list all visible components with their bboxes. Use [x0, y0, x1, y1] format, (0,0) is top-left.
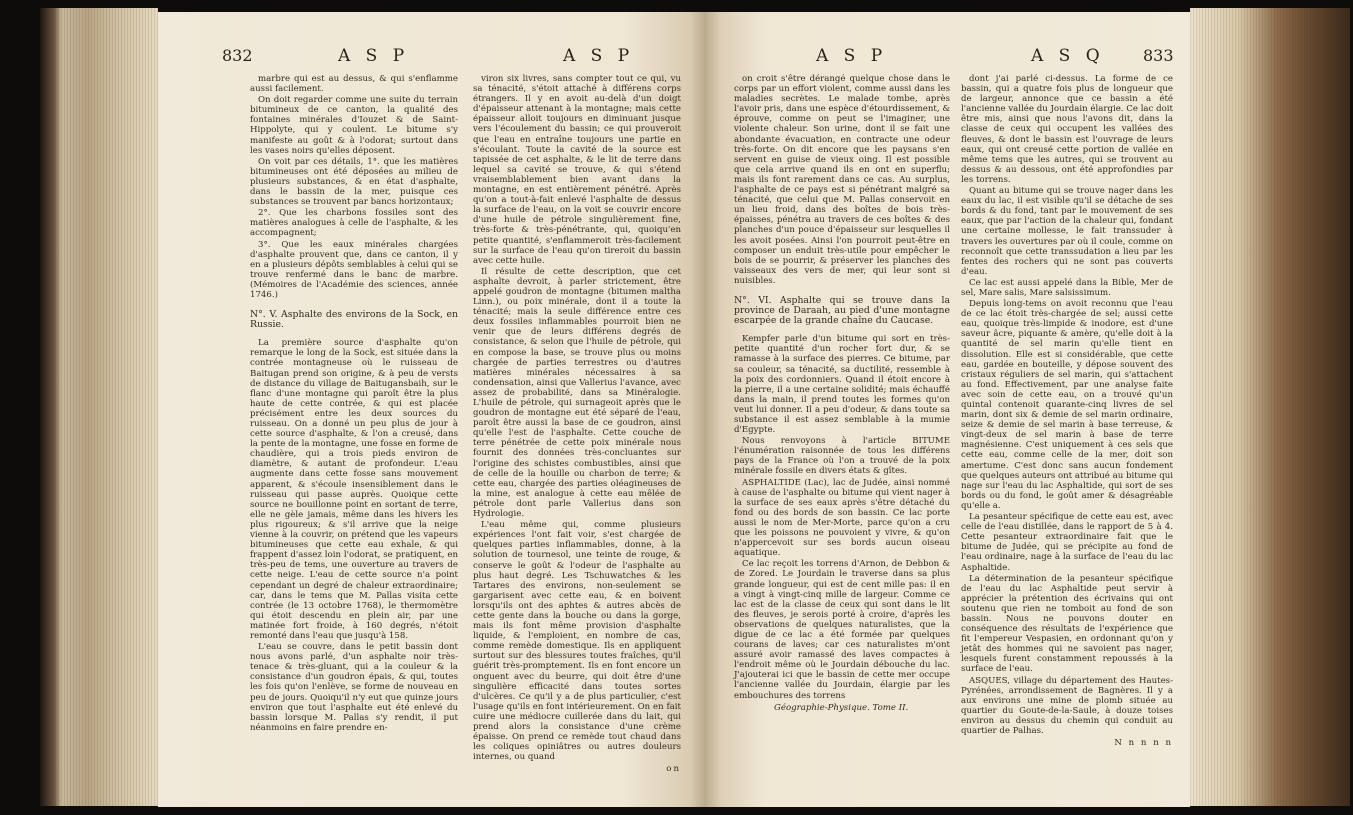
text-column-1 — [734, 74, 950, 714]
paragraph: ASPHALTIDE (Lac), lac de Judée, ainsi nommé à cause de l'asphalte ou bitume qui vient nager à la surface de ses eaux après s'être détaché du fond ou des bords de son bassin. Ce lac porte aussi le nom de Mer-Morte, parce qu'on a cru que les poissons ne pouvoient y vivre, & qu'on n'appercevoit sur ses bords aucun oiseau aquatique. — [734, 477, 950, 559]
page-footer: Géographie-Physique. Tome II. — [774, 702, 909, 713]
running-header: A S P — [338, 46, 410, 66]
paragraph: Il résulte de cette description, que cet asphalte devroit, à parler strictement, être appelé goudron de montagne (bitumen maltha Linn.), ou poix minérale, dont il a toute la ténacité; mais la seule différence entre ces deux fossiles inflammables pourroit bien ne venir que de leurs différens degrés de consistance, & selon que l'huile de pétrole, qui en compose la base, se trouve plus ou moins chargée de parties terrestres ou d'autres matières minérales nécessaires à sa condensation, ainsi que Vallerius l'avance, avec assez de probabilité, dans sa Minéralogie. L'huile de pétrole, qui surnageoit après que le goudron de montagne eut été séparé de l'eau, paroît être aussi la base de ce goudron, ainsi qu'elle l'est de l'asphalte. Cette couche de terre pénétrée de cette poix minérale nous fournit des données très-concluantes sur l'origine des schistes combustibles, ainsi que de celle de la houille ou charbon de terre; & cette eau, chargée des parties oléagineuses de la mine, est analogue à cette eau mêlée de pétrole dont parle Vallerius dans son Hydrologie. — [473, 266, 681, 520]
paragraph: La détermination de la pesanteur spécifique de l'eau du lac Asphaltide peut servir à apprécier la prétention des écrivains qui ont soutenu que rien ne tomboit au fond de son bassin. Nous ne pouvons douter en conséquence des résultats de l'expérience que fit l'empereur Vespasien, en ordonnant qu'on y jetât des hommes qui ne savoient pas nager, lesquels furent constamment repoussés à la surface de l'eau. — [961, 573, 1173, 675]
section-heading: N°. VI. Asphalte qui se trouve dans la province de Daraah, au pied d'une montagne escarpée de la grande chaîne du Caucase. — [734, 294, 950, 327]
paragraph: L'eau même qui, comme plusieurs expériences l'ont fait voir, s'est chargée de quelques parties inflammables, donne, à la solution de tournesol, une teinte de rouge, & conserve le goût & l'odeur de l'asphalte au plus haut degré. Les Tschuwatches & les Tartares des environs, non-seulement se gargarisent avec cette eau, & en boivent lorsqu'ils ont des aphtes & autres abcès de cette gente dans la bouche ou dans la gorge, mais ils font même provision d'asphalte liquide, & l'emploient, en nombre de cas, comme remède domestique. Ils en appliquent surtout sur des blessures toutes fraîches, qu'il guérit très-promptement. Ils en font encore un onguent avec du beurre, qui doit être d'une singulière efficacité dans toutes sortes d'ulcères. Ce qu'il y a de plus particulier, c'est l'usage qu'ils en font intérieurement. On en fait cuire une médiocre cuillerée dans du lait, qui prend alors la consistance d'une crème épaisse. On prend ce remède tout chaud dans les coliques opiniâtres ou autres douleurs internes, ou quand — [473, 520, 681, 763]
paragraph: On doit regarder comme une suite du terrain bitumineux de ce canton, la qualité des fontaines minérales d'Iouzet & de Saint-Hippolyte, qui y coulent. Le bitume s'y manifeste au goût & à l'odorat; surtout dans les vases noirs qu'elles déposent. — [250, 95, 458, 156]
running-header: A S P — [816, 46, 888, 66]
paragraph: dont j'ai parlé ci-dessus. La forme de ce bassin, qui a quatre fois plus de longueur que de largeur, annonce que ce bassin a été l'ancienne vallée du Jourdain élargie. Ce lac doit être mis, ainsi que nous l'avons dit, dans la classe de ceux qui occupent les vallées des fleuves, & dont le bassin est l'ouvrage de leurs eaux, qui ont creusé cette portion de vallée en même tems que les autres, qui se trouvent au dessus & au dessous, ont été approfondies par les torrens. — [961, 74, 1173, 185]
catchword: on — [666, 764, 681, 775]
paragraph: marbre qui est au dessus, & qui s'enflamme aussi facilement. — [250, 74, 458, 95]
paragraph: Depuis long-tems on avoit reconnu que l'eau de ce lac étoit très-chargée de sel; aussi cette eau, quoique très-limpide & inodore, est d'une saveur âcre, piquante & amère, qu'elle doit à la quantité de sel marin qu'elle tient en dissolution. Elle est si considérable, que cette eau, gardée en bouteille, y dépose souvent des cristaux réguliers de sel marin, qui s'attachent au fond. Effectivement, par une analyse faite avec soin de cette eau, on a trouvé qu'un quintal contenoit quarante-cinq livres de sel marin, dont six & demie de sel marin ordinaire, seize & demie de sel marin à base terreuse, & vingt-deux de sel marin à base de terre magnésienne. C'est uniquement à ces sels que cette eau, comme celle de la mer, doit son amertume. C'est donc sans aucun fondement que quelques auteurs ont attribué au bitume qui nage sur l'eau du lac Asphaltide, qui sort de ses bords ou du fond, le goût amer & désagréable qu'elle a. — [961, 299, 1173, 511]
text-column-2 — [961, 74, 1173, 749]
paragraph: 2°. Que les charbons fossiles sont des matières analogues à celle de l'asphalte, & les accompagnent; — [250, 208, 458, 239]
book-page-edges-left — [40, 8, 158, 806]
paragraph: Ce lac est aussi appelé dans la Bible, Mer de sel, Mare salis, Mare salsissimum. — [961, 277, 1173, 298]
paragraph: Ce lac reçoit les torrens d'Arnon, de Debbon & de Zored. Le Jourdain le traverse dans sa plus grande longueur, qui est de cent mille pas: il en a vingt à vingt-cinq mille de largeur. Comme ce lac est de la classe de ceux qui sont dans le lit des fleuves, je serois porté à croire, d'après les observations de quelques naturalistes, que la digue de ce lac a été formée par quelques courans de laves; car ces naturalistes m'ont assuré avoir ramassé des laves compactes à l'endroit même où le Jourdain débouche du lac. J'ajouterai ici que le bassin de cette mer occupe l'ancienne vallée du Jourdain, élargie par les embouchures des torrens — [734, 559, 950, 701]
page-number: 833 — [1143, 46, 1174, 65]
paragraph: L'eau se couvre, dans le petit bassin dont nous avons parlé, d'un asphalte noir très-tenace & très-gluant, qui a la couleur & la consistance d'un goudron épais, & qui, toutes les fois qu'on l'enlève, se forme de nouveau en peu de jours. Quoiqu'il n'y eut que quinze jours environ que tout l'asphalte eut été enlevé du bassin lorsque M. Pallas s'y rendit, il put néanmoins en faire prendre en- — [250, 642, 458, 733]
text-column-2 — [473, 74, 681, 775]
signature-mark: N n n n n — [1114, 738, 1173, 749]
paragraph: Quant au bitume qui se trouve nager dans les eaux du lac, il est visible qu'il se détache de ses bords & du fond, tant par le mouvement de ses eaux, que par l'action de la chaleur qui, fondant une certaine mollesse, le fait transsuder à travers les ouvertures par où il coule, comme on reconnoît que cette transsudation a lieu par les fentes des rochers qui ne sont pas couverts d'eau. — [961, 186, 1173, 277]
paragraph: Nous renvoyons à l'article BITUME l'énumération raisonnée de tous les différens pays de la France où l'on a trouvé de la poix minérale fossile en divers états & gîtes. — [734, 436, 950, 477]
text-column-1 — [250, 74, 458, 734]
paragraph: on croit s'être dérangé quelque chose dans le corps par un effort violent, comme aussi dans les maladies secrètes. Le malade tombe, après l'avoir pris, dans une espèce d'étourdissement, & éprouve, comme on peut se l'imaginer, une violente chaleur. Son urine, dont il se fait une abondante évacuation, en contracte une odeur très-forte. On dit encore que les paysans s'en servent en guise de vieux oing. Il est possible que cela arrive quand ils en ont en superflu; mais ils font rarement dans ce cas. Au surplus, l'asphalte de ce pays est si pénétrant malgré sa ténacité, que celui que M. Pallas conservoit en un lieu froid, dans des boîtes de bois très-épaisses, pénétra au travers de ces boîtes & des planches d'un pouce d'épaisseur sur lesquelles il les avoit posées. Ainsi l'on pourroit peut-être en composer un enduit très-utile pour empêcher le bois de se pourrir, & préserver les planches des vaisseaux des vers de mer, qui leur sont si nuisibles. — [734, 74, 950, 286]
running-header: A S P — [563, 46, 635, 66]
paragraph: 3°. Que les eaux minérales chargées d'asphalte prouvent que, dans ce canton, il y en a plusieurs dépôts semblables à celui qui se trouve renfermé dans le banc de marbre. (Mémoires de l'Académie des sciences, année 1746.) — [250, 239, 458, 300]
section-heading: N°. V. Asphalte des environs de la Sock, en Russie. — [250, 309, 458, 331]
right-page — [706, 12, 1190, 807]
paragraph: La pesanteur spécifique de cette eau est, avec celle de l'eau distillée, dans le rapport de 5 à 4. Cette pesanteur extraordinaire fait que le bitume de Judée, qui se précipite au fond de l'eau ordinaire, nage à la surface de l'eau du lac Asphaltide. — [961, 512, 1173, 573]
page-number: 832 — [222, 46, 253, 65]
paragraph: Kempfer parle d'un bitume qui sort en très-petite quantité d'un rocher fort dur, & se ramasse à la surface des pierres. Ce bitume, par sa couleur, sa ténacité, sa ductilité, ressemble à la poix des cordonniers. Quand il étoit encore à la pierre, il a une certaine solidité; mais échauffé dans la main, il prend toutes les formes qu'on veut lui donner. Il a peu d'odeur, & dans toute sa substance il est assez semblable à la mumie d'Egypte. — [734, 334, 950, 436]
left-page — [158, 12, 706, 807]
running-header: A S Q — [1031, 46, 1105, 66]
paragraph: On voit par ces détails, 1°. que les matières bitumineuses ont été déposées au milieu de plusieurs substances, & en état d'asphalte, dans le bassin de la mer, puisque ces substances se trouvent par bancs horizontaux; — [250, 156, 458, 208]
book-page-edges-right — [1190, 8, 1350, 806]
paragraph: viron six livres, sans compter tout ce qui, vu sa ténacité, s'étoit attaché à différens corps étrangers. Il y en avoit au-delà d'un doigt d'épaisseur attenant à la montagne; mais cette épaisseur alloit toujours en diminuant jusque vers l'écoulement du bassin; ce qui prouveroit que l'eau en entraîne toujours une partie en s'écoulant. Toute la cavité de la source est tapissée de cet asphalte, & le lit de terre dans lequel sa cavité se trouve, & qui s'étend vraisemblablement bien avant dans la montagne, en est entièrement pénétré. Après qu'on a tout-à-fait enlevé l'asphalte de dessus la surface de l'eau, on la voit se couvrir encore d'une huile de pétrole singulièrement fine, très-forte & très-pénétrante, qui, quoiqu'en petite quantité, s'enflammeroit très-facilement sur la surface de l'eau qu'on tireroit du bassin avec cette huile. — [473, 74, 681, 266]
paragraph: ASQUES, village du département des Hautes-Pyrénées, arrondissement de Bagnères. Il y a aux environs une mine de plomb située au quartier du Goute-de-la-Saule, à douze toises environ au dessus du chemin qui conduit au quartier de Palhas. — [961, 675, 1173, 736]
paragraph: La première source d'asphalte qu'on remarque le long de la Sock, est située dans la contrée montagneuse où le ruisseau de Baitugan prend son origine, & à peu de versts de distance du village de Baitugansbaih, sur le flanc d'une montagne qui paroît être la plus haute de cette contrée, & qui est placée précisément entre les deux sources du ruisseau. On a donné un peu plus de jour à cette source d'asphalte, & l'on a creusé, dans la pente de la montagne, une fosse en forme de chaudière, qui a trois pieds environ de diamètre, & autant de profondeur. L'eau augmente dans cette fosse sans mouvement apparent, & s'écoule insensiblement dans le ruisseau qui passe auprès. Quoique cette source ne bouillonne point en sortant de terre, elle ne gèle jamais, même dans les hivers les plus rigoureux; & s'il arrive que la neige vienne à la couvrir, on prétend que les vapeurs bitumineuses que cette eau exhale, & qui frappent d'assez loin l'odorat, se pratiquent, en très-peu de tems, une ouverture au travers de cette neige. L'eau de cette source n'a point cependant un degré de chaleur extraordinaire; car, dans le tems que M. Pallas visita cette contrée (le 13 octobre 1768), le thermomètre qui étoit descendu en plein air, par une matinée fort froide, à 160 degrés, n'étoit remonté dans l'eau que jusqu'à 158. — [250, 338, 458, 641]
